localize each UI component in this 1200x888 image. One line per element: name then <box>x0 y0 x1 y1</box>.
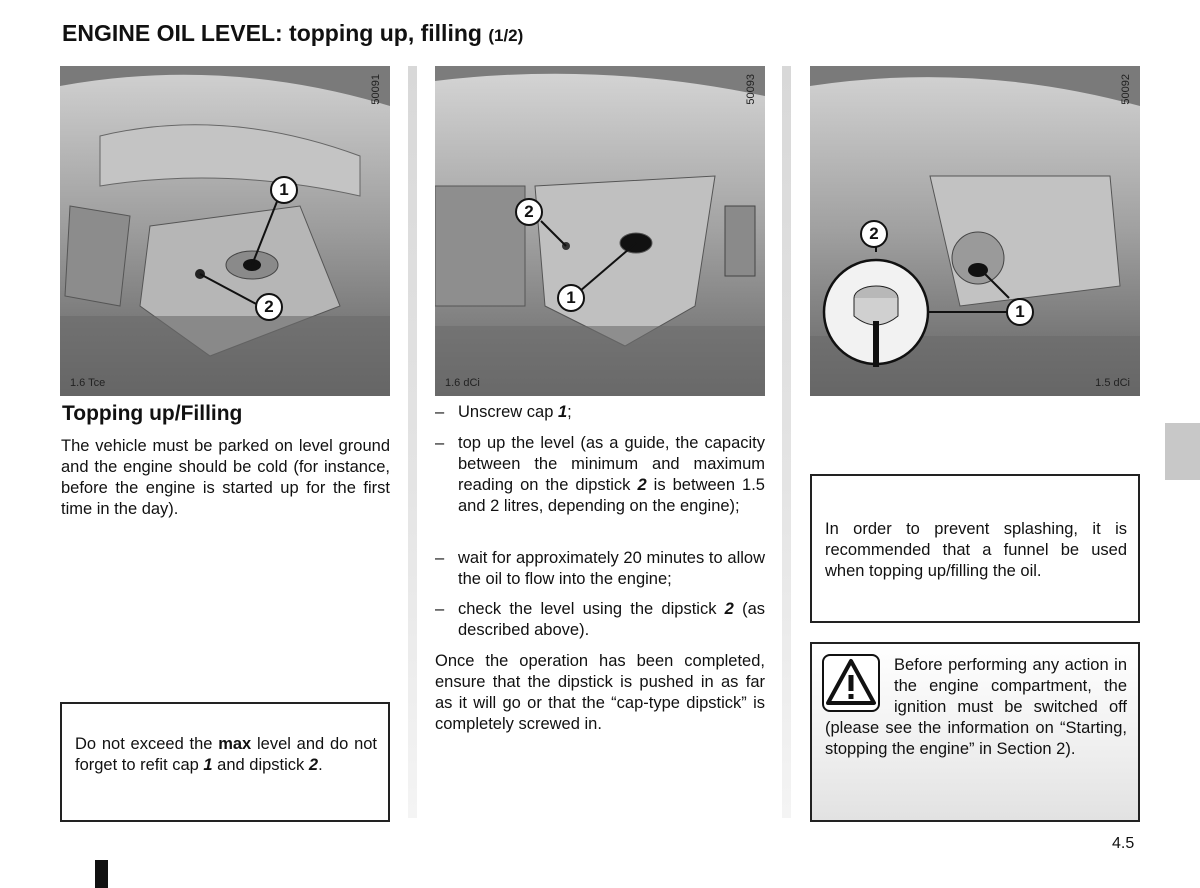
callout-cap: 1 <box>270 176 298 204</box>
title-text: ENGINE OIL LEVEL: topping up, filling <box>62 20 482 46</box>
column-divider-left <box>408 66 417 818</box>
step-2 <box>435 433 765 517</box>
step-1-text <box>458 402 765 423</box>
intro-paragraph: The vehicle must be parked on level ground and the engine should be cold (for instance, before the engine is started up for the first time in the day). <box>61 437 390 518</box>
note-ref-dipstick: 2 <box>308 756 319 774</box>
page-title <box>62 20 523 47</box>
step-text: top up the level (as a guide, the capacity between the minimum and maximum reading on the dipstick <box>458 434 765 494</box>
step-2-text <box>458 433 765 517</box>
engine-photo-2 <box>435 66 765 396</box>
step-ref: 1 <box>557 403 568 421</box>
bullet-dash: – <box>435 434 445 452</box>
note-text: and dipstick <box>212 756 309 774</box>
engine-variant-label: 1.5 dCi <box>1095 377 1130 389</box>
note-emphasis-max: max <box>218 735 252 753</box>
step-text: (as described above). <box>458 600 765 639</box>
max-level-note-box <box>60 702 390 822</box>
warning-box <box>810 642 1140 822</box>
figure-code: 50093 <box>745 74 757 105</box>
step-3 <box>435 548 765 590</box>
step-1 <box>435 402 765 423</box>
step-4-text <box>458 599 765 641</box>
callout-dipstick: 2 <box>255 293 283 321</box>
engine-illustration-1 <box>60 66 390 396</box>
bullet-dash: – <box>435 403 445 421</box>
bullet-dash: – <box>435 600 445 618</box>
step-text: check the level using the dipstick <box>458 600 725 618</box>
step-ref: 2 <box>637 476 647 494</box>
funnel-note: In order to prevent splashing, it is recommended that a funnel be used when topping up/filling the oil. <box>825 520 1127 580</box>
step-text: Unscrew cap <box>458 403 558 421</box>
funnel-note-box <box>810 474 1140 623</box>
crop-mark <box>95 860 108 888</box>
section-heading: Topping up/Filling <box>62 402 243 425</box>
column-divider-right <box>782 66 791 818</box>
figure-code: 50092 <box>1120 74 1132 105</box>
page-number: 4.5 <box>1112 835 1135 852</box>
engine-illustration-2 <box>435 66 765 396</box>
note-text: Do not exceed the <box>75 735 219 753</box>
step-ref: 2 <box>724 600 734 618</box>
title-page-indicator: (1/2) <box>488 26 524 45</box>
engine-variant-label: 1.6 Tce <box>70 377 106 389</box>
bullet-dash: – <box>435 549 445 567</box>
step-3-text: wait for approximately 20 minutes to allow the oil to flow into the engine; <box>458 549 765 588</box>
step-text: is between 1.5 and 2 litres, depending on the engine); <box>458 476 765 515</box>
callout-cap: 1 <box>1006 298 1034 326</box>
note-text: level and do not forget to refit cap <box>75 735 378 774</box>
step-4 <box>435 599 765 641</box>
note-ref-cap: 1 <box>203 756 213 774</box>
warning-text <box>825 655 1127 760</box>
icon-spacer <box>825 655 894 718</box>
warning-text-content: Before performing any action in the engine compartment, the ignition must be switched off (please see the information on “Starting, stopping the engine” in Section 2). <box>825 656 1127 758</box>
max-level-note <box>75 734 377 776</box>
note-text: . <box>318 756 323 774</box>
callout-dipstick: 2 <box>860 220 888 248</box>
engine-photo-1 <box>60 66 390 396</box>
callout-cap: 1 <box>557 284 585 312</box>
closing-paragraph: Once the operation has been completed, ensure that the dipstick is pushed in as far as it will go or that the “cap-type dipstick” is completely screwed in. <box>435 652 765 733</box>
engine-photo-3 <box>810 66 1140 396</box>
engine-variant-label: 1.6 dCi <box>445 377 480 389</box>
section-thumb-tab <box>1165 423 1200 480</box>
step-text: ; <box>567 403 572 421</box>
figure-code: 50091 <box>370 74 382 105</box>
callout-dipstick: 2 <box>515 198 543 226</box>
